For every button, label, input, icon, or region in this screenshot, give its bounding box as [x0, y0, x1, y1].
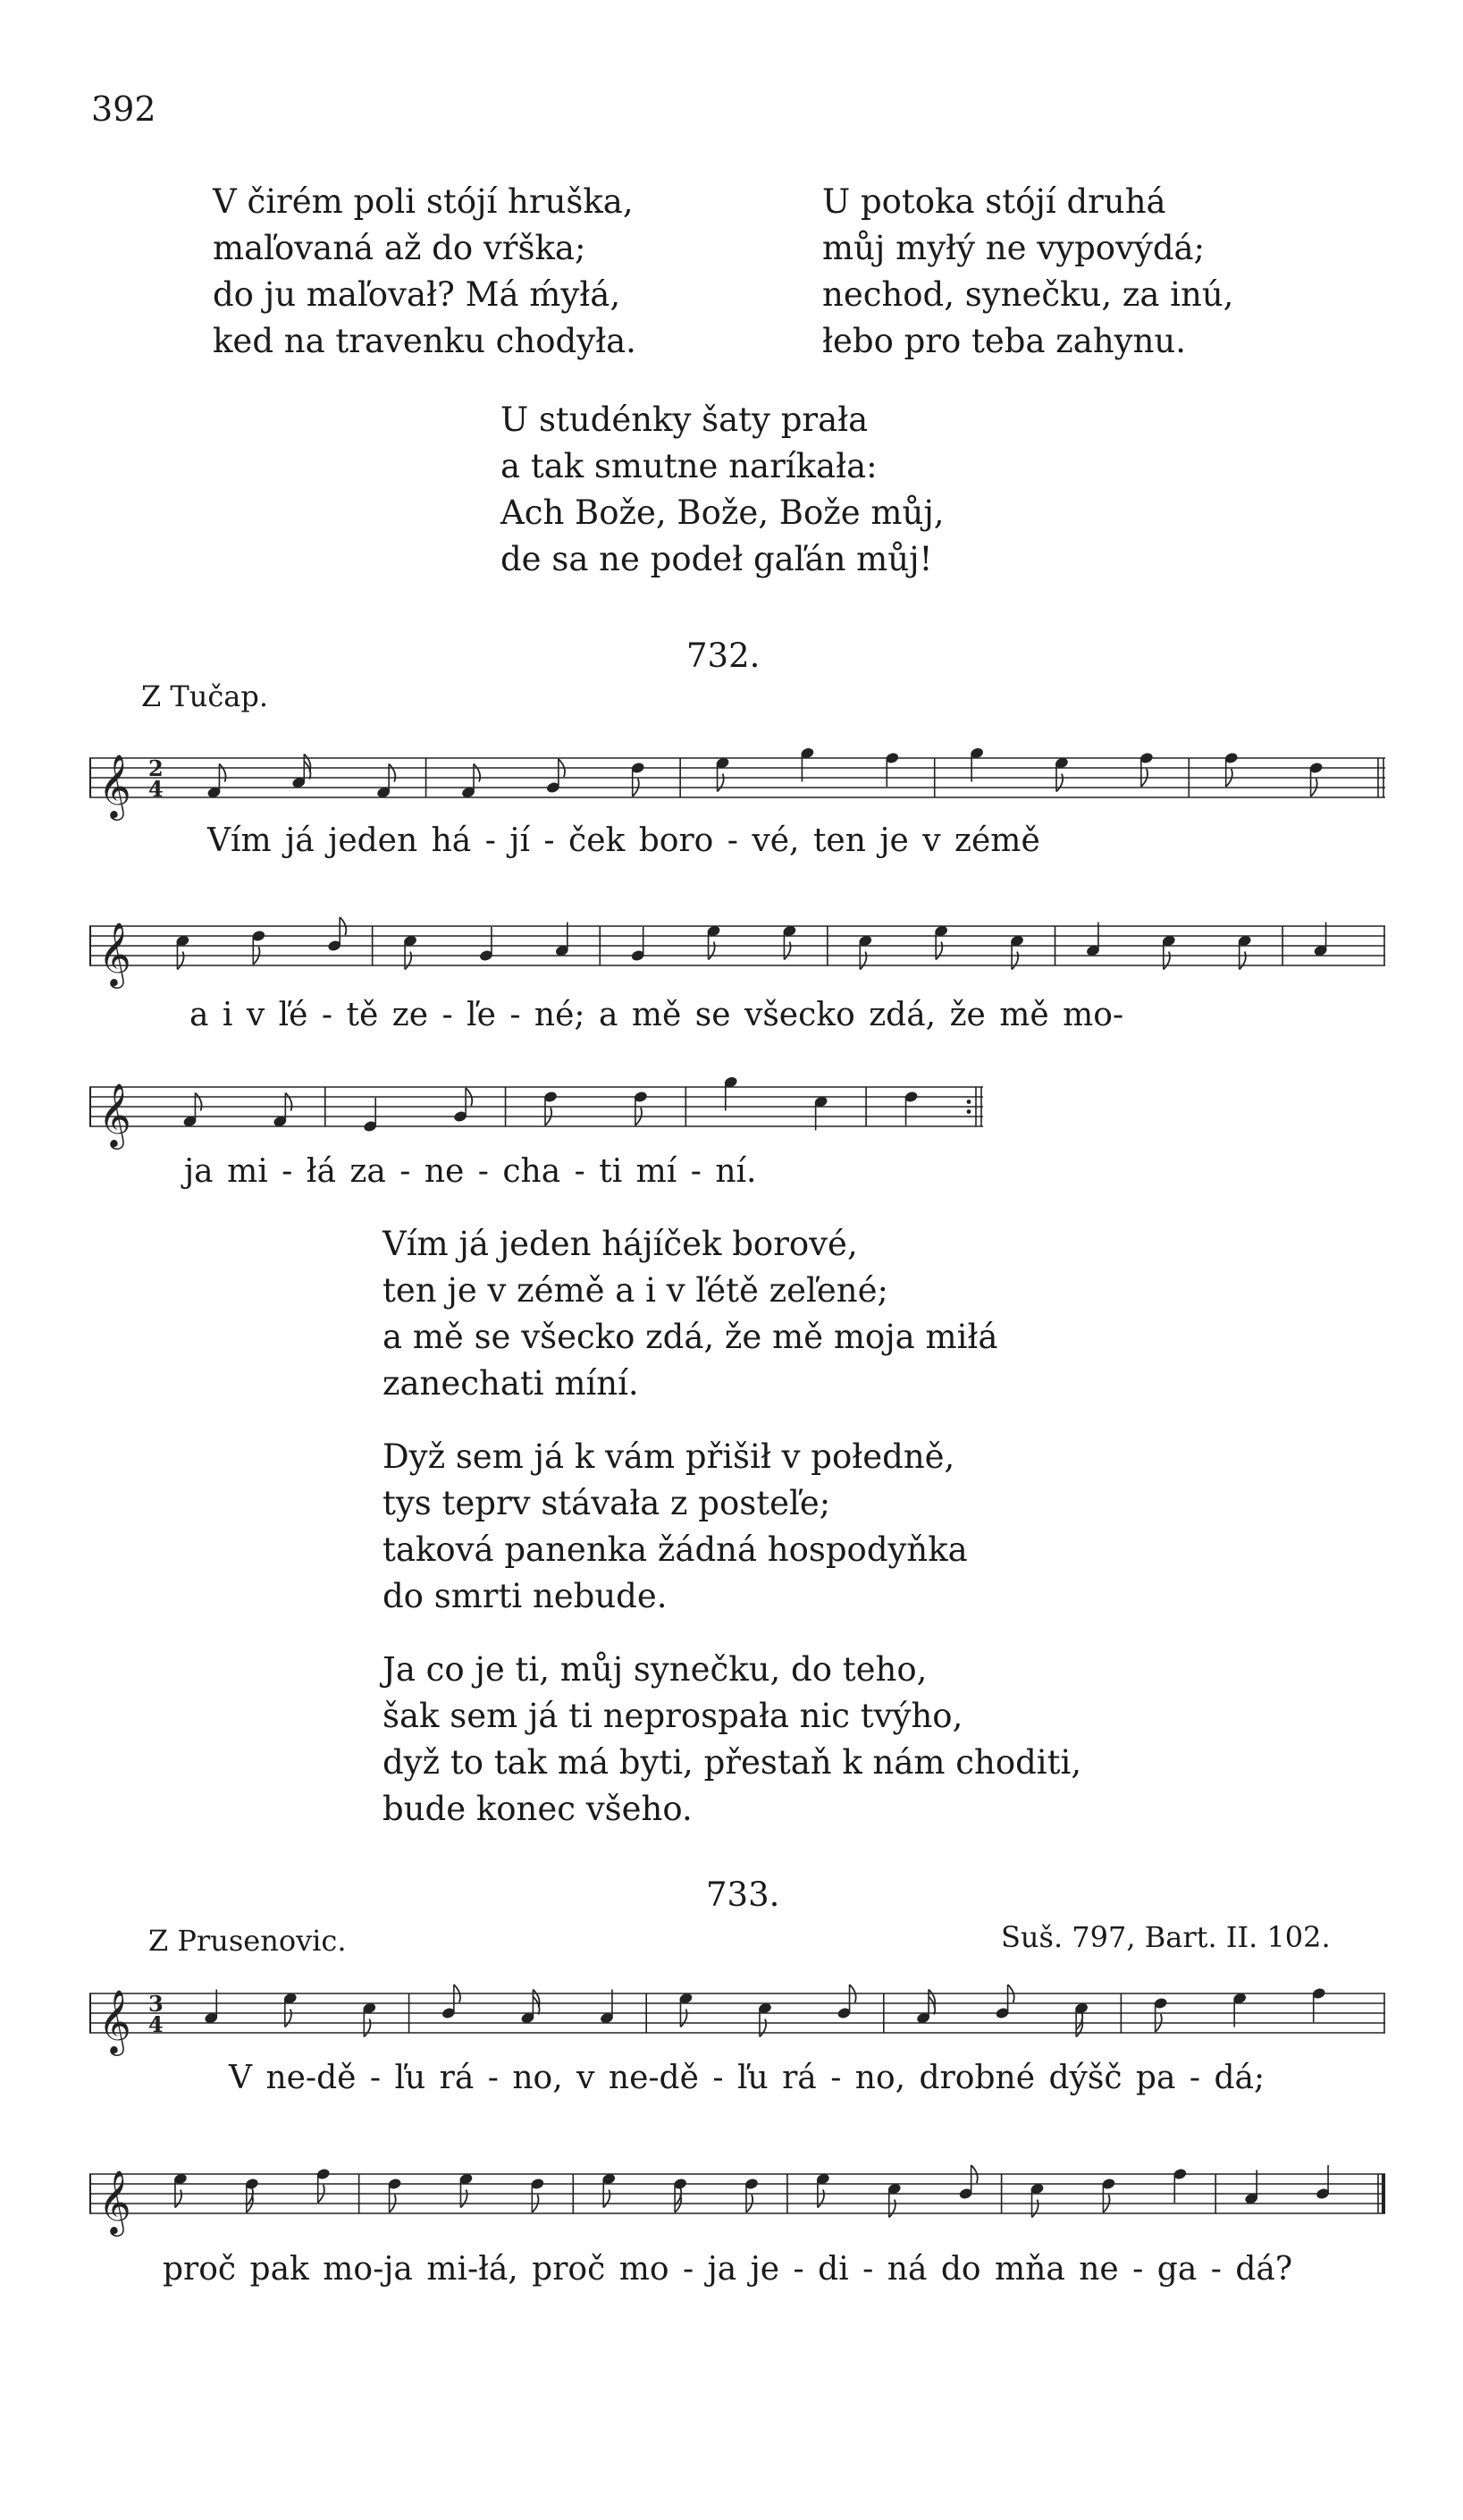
music-staff	[89, 1060, 983, 1159]
repeat-dot	[967, 1109, 971, 1114]
music-staff	[89, 1967, 1385, 2065]
repeat-dot	[967, 1100, 971, 1104]
treble-clef: 𝄞	[98, 2169, 131, 2234]
note-flag	[1012, 952, 1018, 970]
song-source-733: Suš. 797, Bart. II. 102.	[1001, 1920, 1331, 1954]
lyrics-line: a i v ľé - tě ze - ľe - né; a mě se všecko zdá, že mě mo-	[189, 997, 1124, 1033]
note-flag	[460, 2190, 467, 2208]
note-flag	[285, 2010, 291, 2027]
verse-line: nechod, synečku, za inú,	[822, 275, 1234, 314]
page-number: 392	[91, 89, 156, 129]
verse-line: Vím já jeden hájíček borové,	[383, 1225, 858, 1263]
verse-line: do ju maľovał? Má ḿyłá,	[213, 275, 621, 314]
note-flag	[709, 942, 715, 960]
note-flag	[389, 764, 395, 782]
verse-line: U studénky šaty prała	[500, 400, 869, 439]
note-flag	[364, 2019, 370, 2037]
note-flag	[219, 764, 225, 782]
verse-line: V čirém poli stójí hruška,	[213, 182, 634, 221]
note-flag	[680, 2010, 686, 2027]
note-flag	[603, 2190, 610, 2208]
note-flag	[175, 2190, 181, 2208]
note-flag	[1164, 952, 1170, 970]
verse-line: Dyž sem já k vám přišił v połedně,	[383, 1437, 955, 1476]
verse-line: de sa ne podeł gaľán můj!	[500, 540, 933, 578]
song-origin-732: Z Tučap.	[141, 679, 269, 713]
song-732-stanza	[383, 1221, 997, 1407]
time-signature-bottom: 4	[148, 2011, 164, 2037]
song-number-733: 733.	[706, 1875, 780, 1914]
note-flag	[818, 2190, 824, 2208]
verse-line: dyž to tak má byti, přestaň k nám choditi,	[383, 1743, 1082, 1782]
note-flag	[195, 1093, 201, 1111]
verse-line: U potoka stójí druhá	[822, 182, 1166, 221]
time-signature-top: 3	[148, 1991, 164, 2017]
treble-clef: 𝄞	[98, 1082, 131, 1147]
lyrics-line: proč pak mo-ja mi-łá, proč mo - ja je - di - ná do mňa ne - ga - dá?	[163, 2251, 1293, 2288]
note-flag	[474, 764, 480, 782]
note-flag	[177, 952, 183, 970]
music-staff	[89, 2147, 1385, 2246]
note-flag	[405, 952, 411, 970]
verse-line: ked na travenku chodyła.	[213, 322, 636, 360]
lyrics-line: V ne-dě - ľu rá - no, v ne-dě - ľu rá - no, drobné dýšč pa - dá;	[229, 2060, 1265, 2096]
verse-line: můj myłý ne vypovýdá;	[822, 229, 1206, 267]
song-number-732: 732.	[686, 636, 761, 675]
verse-line: maľovaná až do vŕška;	[213, 229, 586, 267]
music-staff	[89, 731, 1385, 830]
top-stanza-right	[822, 179, 1233, 365]
verse-line: tys teprv stávała z posteľe;	[383, 1484, 831, 1522]
time-signature-bottom: 4	[148, 776, 164, 802]
note-flag	[1240, 952, 1246, 970]
note-flag	[936, 942, 942, 960]
treble-clef: 𝄞	[98, 921, 131, 986]
lyrics-line: ja mi - łá za - ne - cha - ti mí - ní.	[184, 1153, 757, 1190]
verse-line: do smrti nebude.	[383, 1577, 668, 1615]
song-732-stanza	[383, 1647, 1081, 1833]
note-flag	[285, 1093, 291, 1111]
time-signature-top: 2	[148, 755, 164, 781]
note-flag	[860, 952, 866, 970]
song-origin-733: Z Prusenovic.	[148, 1924, 347, 1958]
verse-line: taková panenka žádná hospodyňka	[383, 1530, 968, 1569]
song-732-stanza	[383, 1434, 968, 1620]
note-flag	[760, 2019, 766, 2037]
verse-line: a mě se všecko zdá, že mě moja miłá	[383, 1318, 998, 1356]
treble-clef: 𝄞	[98, 753, 131, 818]
verse-line: ten je v zémě a i v ľétě zeľené;	[383, 1271, 888, 1310]
music-staff	[89, 899, 1385, 998]
treble-clef: 𝄞	[98, 1988, 131, 2053]
verse-line: Ach Bože, Bože, Bože můj,	[500, 493, 945, 532]
note-flag	[1056, 774, 1063, 792]
verse-line: šak sem já ti neprospała nic tvýho,	[383, 1697, 963, 1735]
verse-line: zanechati míní.	[383, 1364, 639, 1403]
top-stanza-center	[500, 397, 945, 583]
verse-line: a tak smutne naríkała:	[500, 447, 878, 485]
verse-line: bude konec všeho.	[383, 1790, 693, 1828]
top-stanza-left	[213, 179, 636, 365]
verse-line: Ja co je ti, můj synečku, do teho,	[383, 1650, 928, 1689]
note-flag	[889, 2200, 895, 2218]
note-flag	[718, 774, 724, 792]
note-flag	[784, 942, 790, 960]
verse-line: łebo pro teba zahynu.	[822, 322, 1186, 360]
note-flag	[1032, 2200, 1038, 2218]
lyrics-line: Vím já jeden há - jí - ček boro - vé, ten je v zémě	[207, 822, 1040, 859]
